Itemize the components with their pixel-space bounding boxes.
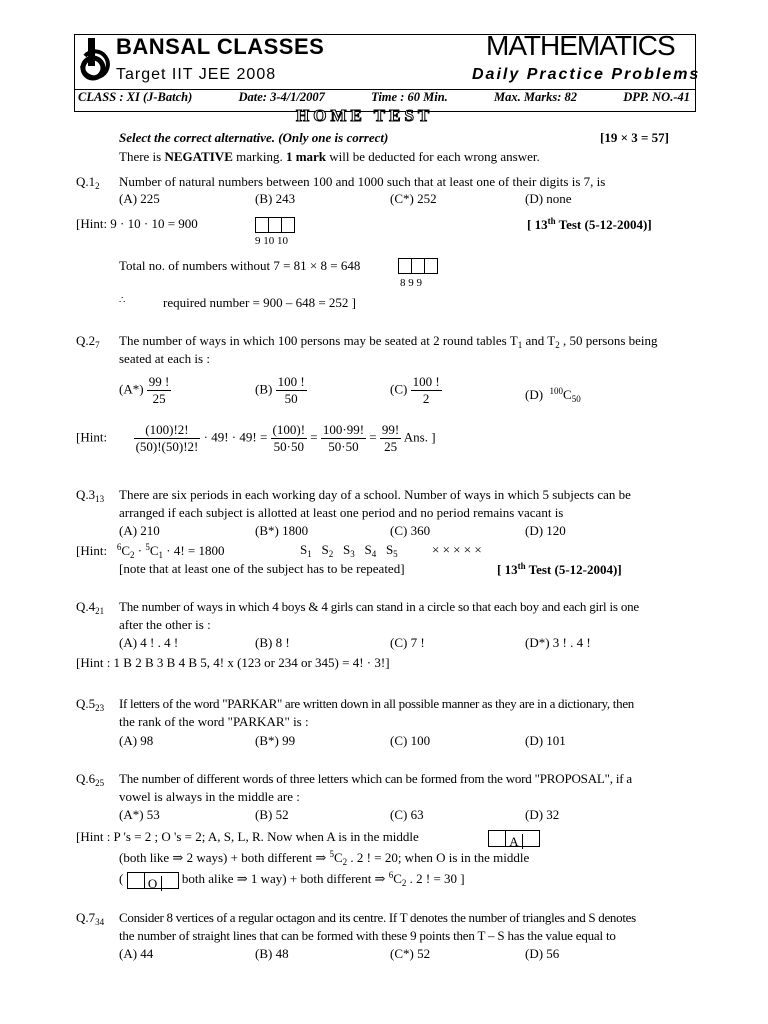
question-text: The number of different words of three letters which can be formed from the word "PROPOSAL", if a	[119, 771, 632, 786]
question-number: $Q.1_2$	[76, 174, 100, 191]
option: (D) 101	[525, 733, 566, 748]
therefore-icon: ∴	[119, 295, 126, 306]
hint-line: ( O both alike ⇒ 1 way) + both different ⇒ $^6C_2$ . 2 ! = 30 ]	[119, 870, 465, 891]
option: (C*) 52	[390, 946, 431, 961]
option: (D) 32	[525, 807, 560, 822]
subject-title: MATHEMATICS	[486, 30, 675, 61]
question-text: Number of natural numbers between 100 and 1000 such that at least one of their digits is 7, is	[119, 174, 606, 189]
question-number: $Q.2_7$	[76, 333, 100, 350]
option: (B*) 1800	[255, 523, 309, 538]
option: (C) 63	[390, 807, 424, 822]
question-text: after the other is :	[119, 617, 211, 632]
option: (D) 120	[525, 523, 566, 538]
question-text: vowel is always in the middle are :	[119, 789, 300, 804]
period-slots: $S_1$ $S_2$ $S_3$ $S_4$ $S_5$	[300, 542, 398, 559]
digit-labels: 9 10 10	[255, 235, 288, 247]
option: (C) 100	[390, 733, 431, 748]
target-exam: Target IIT JEE 2008	[116, 66, 277, 83]
question-text: the number of straight lines that can be formed with these 9 points then T – S has the value equal to	[119, 928, 616, 943]
question-text: The number of ways in which 100 persons may be seated at 2 round tables $T_1$ and $T_2$ , 50 persons being	[119, 333, 658, 350]
question-text: arranged if each subject is allotted at least one period and no period remains vacant is	[119, 505, 564, 520]
option: (D) $^{100}C_{50}$	[525, 386, 581, 404]
option: (C*) 252	[390, 191, 437, 206]
question-number: $Q.3_{13}$	[76, 487, 105, 504]
option: (A) 225	[119, 191, 160, 206]
hint-line: [Hint : P 's = 2 ; O 's = 2; A, S, L, R. Now when A is in the middle	[76, 829, 419, 844]
class-info: CLASS : XI (J-Batch)	[78, 90, 193, 104]
question-text: seated at each is :	[119, 351, 210, 366]
option: (B) 52	[255, 807, 289, 822]
hint-line: (both like ⇒ 2 ways) + both different ⇒ $^5C_2$ . 2 ! = 20; when O is in the middle	[119, 849, 530, 867]
option: (C) 7 !	[390, 635, 425, 650]
option: (A*) 53	[119, 807, 160, 822]
header-meta-row	[78, 90, 690, 105]
option: (A) 210	[119, 523, 160, 538]
option: (A) 4 ! . 4 !	[119, 635, 179, 650]
dpp-number: DPP. NO.-41	[623, 90, 690, 104]
hint-line: required number = 900 – 648 = 252 ]	[163, 295, 357, 310]
hint-line: [note that at least one of the subject has to be repeated]	[119, 561, 405, 576]
dpp-title: Daily Practice Problems	[472, 66, 701, 83]
option: (A) 98	[119, 733, 154, 748]
instruction-line: Select the correct alternative. (Only one is correct)	[119, 130, 389, 145]
marks-info: Max. Marks: 82	[494, 90, 577, 104]
option: (C) $\frac{100 !}{2}$	[390, 374, 440, 406]
negative-marking-note: There is NEGATIVE marking. 1 mark will be deducted for each wrong answer.	[119, 149, 540, 164]
hint-line: [Hint : 1 B 2 B 3 B 4 B 5, 4! x (123 or 234 or 345) = 4! · 3!]	[76, 655, 390, 670]
reference: [ 13th Test (5-12-2004)]	[527, 216, 652, 232]
option: (B*) 99	[255, 733, 296, 748]
option: (A) 44	[119, 946, 154, 961]
option: (B) 243	[255, 191, 296, 206]
option: (A*) $\frac{99 !}{25}$	[119, 374, 170, 406]
option: (B) 8 !	[255, 635, 290, 650]
question-number: $Q.4_{21}$	[76, 599, 105, 616]
letter-box: A	[488, 829, 540, 847]
question-text: the rank of the word "PARKAR" is :	[119, 714, 309, 729]
option: (D*) 3 ! . 4 !	[525, 635, 591, 650]
bansal-logo-icon	[76, 36, 112, 88]
cross-marks: × × × × ×	[432, 542, 482, 557]
reference: [ 13th Test (5-12-2004)]	[497, 561, 622, 577]
question-text: Consider 8 vertices of a regular octagon and its centre. If T denotes the number of triangles and S denotes	[119, 910, 636, 925]
digit-boxes	[398, 257, 437, 274]
brand-name: BANSAL CLASSES	[116, 34, 325, 59]
option: (B) $\frac{100 !}{50}$	[255, 374, 305, 406]
date-info: Date: 3-4/1/2007	[238, 90, 325, 104]
home-test-title: HOME TEST	[296, 106, 434, 125]
hint-line: Total no. of numbers without 7 = 81 × 8 = 648	[119, 258, 361, 273]
hint-line: [Hint: $\frac{(100)!2!}{(50)!(50)!2!}$ · 49! · 49! = $\frac{(100)!}{50\cdot 50}$ = $\frac{100\cdot 99!}{50\cdot 50}$ = $\frac{99!}{25}$ Ans. ]	[76, 422, 436, 454]
option: (D) none	[525, 191, 572, 206]
digit-labels: 8 9 9	[400, 277, 422, 289]
digit-boxes	[255, 216, 294, 233]
question-number: $Q.7_{34}$	[76, 910, 105, 927]
option: (B) 48	[255, 946, 289, 961]
question-text: There are six periods in each working day of a school. Number of ways in which 5 subjects can be	[119, 487, 631, 502]
score-scheme: [19 × 3 = 57]	[600, 130, 669, 145]
question-number: $Q.5_{23}$	[76, 696, 105, 713]
question-number: $Q.6_{25}$	[76, 771, 105, 788]
question-text: If letters of the word "PARKAR" are written down in all possible manner as they are in a dictionary, then	[119, 696, 634, 711]
option: (D) 56	[525, 946, 560, 961]
hint-line: [Hint: $^6C_2 \cdot ^5C_1 \cdot 4$! = 1800	[76, 542, 225, 560]
time-info: Time : 60 Min.	[371, 90, 448, 104]
question-text: The number of ways in which 4 boys & 4 girls can stand in a circle so that each boy and each girl is one	[119, 599, 639, 614]
hint-line: [Hint: 9 · 10 · 10 = 900	[76, 216, 198, 231]
option: (C) 360	[390, 523, 431, 538]
